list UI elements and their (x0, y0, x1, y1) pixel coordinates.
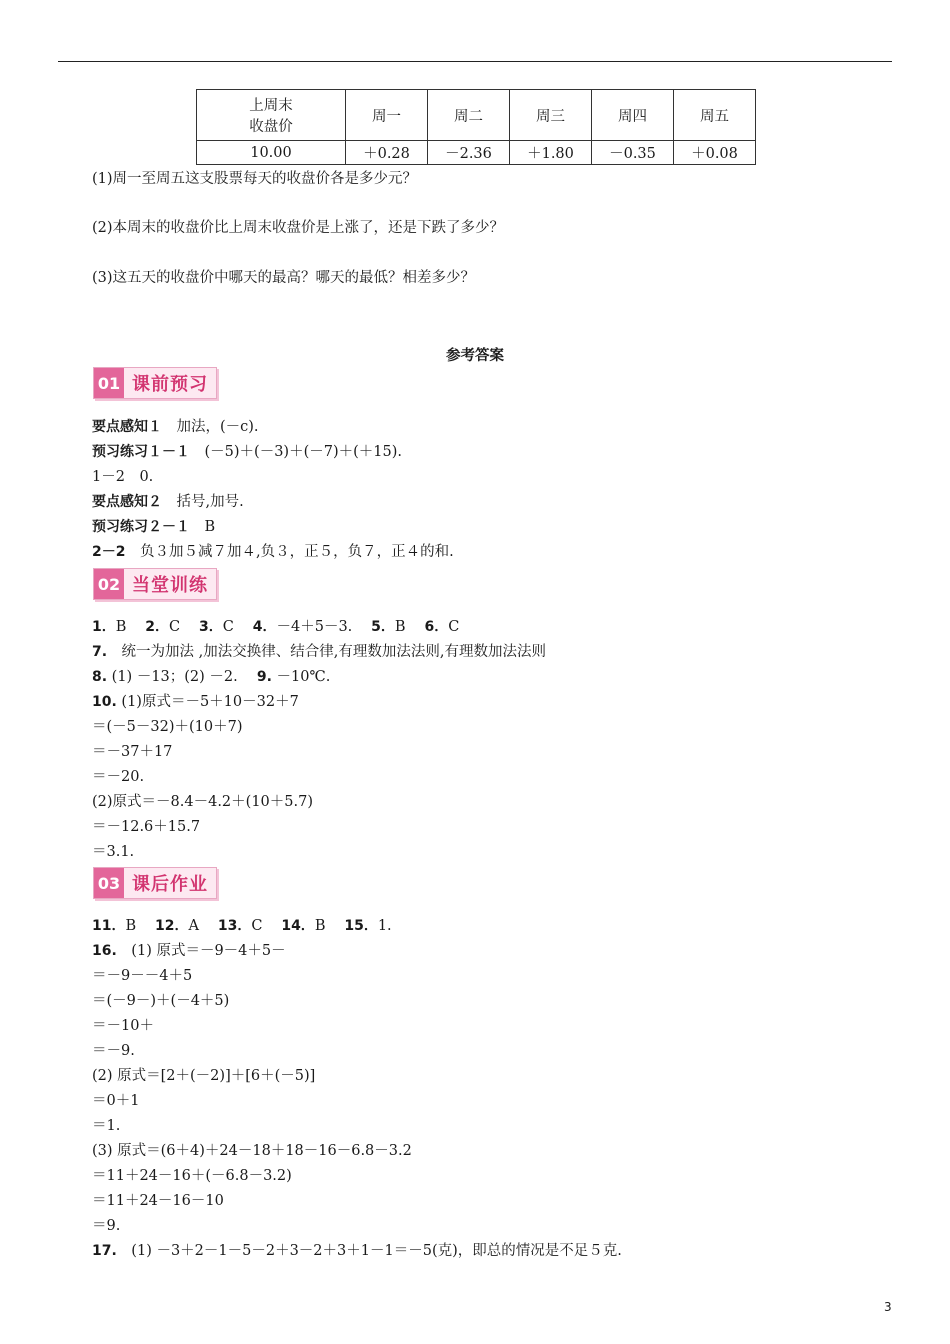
answer-text: B (115, 619, 127, 635)
answer-line (92, 1192, 224, 1210)
answer-text: ＝－9. (92, 1043, 135, 1059)
answer-number: 要点感知２ (92, 494, 162, 510)
answer-line (92, 543, 454, 561)
section-badge-class (93, 568, 217, 600)
answer-text: (1) －3＋2－1－5－2＋3－2＋3＋1－1＝－5(克)，即总的情况是不足５克. (116, 1243, 622, 1259)
answer-text: ＝0＋1 (92, 1093, 140, 1109)
answer-line (92, 618, 459, 636)
answer-line (92, 917, 392, 935)
answer-number: 7. (92, 644, 108, 660)
answer-line (92, 643, 546, 661)
answer-line (92, 743, 172, 761)
answer-text: B (125, 918, 137, 934)
answer-text: (2) 原式＝[2＋(－2)]＋[6＋(－5)] (92, 1068, 316, 1084)
answer-text: －4＋5－3. (276, 619, 353, 635)
answer-line (92, 1242, 622, 1260)
answer-text: ＝3.1. (92, 844, 135, 860)
answer-number: 要点感知１ (92, 419, 162, 435)
answer-number: 2． (126, 619, 170, 635)
answer-number: 2－2 (92, 544, 126, 560)
answer-line (92, 1067, 315, 1085)
day-header: 周三 (510, 90, 592, 141)
answer-text: ＝11＋24－16－10 (92, 1193, 224, 1209)
answer-line (92, 768, 144, 786)
answer-number: 14． (262, 918, 315, 934)
answer-text: ＝1. (92, 1118, 121, 1134)
answer-text: C (251, 918, 263, 934)
answer-number: 11． (92, 918, 126, 934)
answer-line (92, 843, 134, 861)
answer-number: 12． (136, 918, 189, 934)
question-2: (2)本周末的收盘价比上周末收盘价是上涨了，还是下跌了多少？ (92, 220, 505, 236)
prev-close-value: 10.00 (197, 141, 346, 165)
answer-text: C (169, 619, 181, 635)
answer-text: 1. (377, 918, 392, 934)
answer-line (92, 967, 192, 985)
answer-number: 17. (92, 1243, 117, 1259)
answer-line (92, 992, 229, 1010)
answer-number: 6． (405, 619, 449, 635)
answer-line (92, 1017, 154, 1035)
prev-close-header: 上周末 收盘价 (197, 90, 346, 141)
answer-text: ＝－10＋ (92, 1018, 154, 1034)
answer-line (92, 1092, 139, 1110)
section-number: 03 (94, 868, 124, 898)
answer-line (92, 1217, 120, 1235)
answer-number: 4． (233, 619, 277, 635)
change-cell: ＋0.08 (674, 141, 756, 165)
answer-text: A (188, 918, 199, 934)
answer-text: 负３加５减７加４,负３，正５，负７，正４的和. (125, 544, 454, 560)
answer-line (92, 1167, 292, 1185)
answer-line (92, 518, 215, 536)
answer-text: B (190, 519, 216, 535)
day-header: 周二 (428, 90, 510, 141)
answer-text: (－5)＋(－3)＋(－7)＋(＋15). (190, 444, 402, 460)
answer-number: 预习练习２－１ (92, 519, 190, 535)
section-label: 当堂训练 (132, 575, 208, 596)
answer-line (92, 942, 286, 960)
section-number: 01 (94, 368, 124, 398)
day-header: 周五 (674, 90, 756, 141)
answer-number: 13． (198, 918, 252, 934)
page-number: 3 (884, 1300, 892, 1314)
change-cell: ＋0.28 (346, 141, 428, 165)
change-cell: －0.35 (592, 141, 674, 165)
answer-text: ＝－9－－4＋5 (92, 968, 193, 984)
answer-number: 15． (325, 918, 378, 934)
answer-text: (2)原式＝－8.4－4.2＋(10＋5.7) (92, 794, 313, 810)
answer-number: 8. (92, 669, 108, 685)
question-1: (1)周一至周五这支股票每天的收盘价各是多少元？ (92, 171, 418, 187)
answer-number: 10. (92, 694, 117, 710)
section-label: 课后作业 (132, 874, 208, 895)
answer-text: ＝－12.6＋15.7 (92, 819, 201, 835)
answer-text: ＝－37＋17 (92, 744, 173, 760)
answer-text: B (394, 619, 406, 635)
day-header: 周一 (346, 90, 428, 141)
answer-line (92, 718, 242, 736)
section-label: 课前预习 (132, 374, 208, 395)
answer-line (92, 1042, 135, 1060)
answer-line (92, 418, 259, 436)
answer-line (92, 818, 200, 836)
change-cell: －2.36 (428, 141, 510, 165)
day-header: 周四 (592, 90, 674, 141)
answer-text: (1)原式＝－5＋10－32＋7 (116, 694, 299, 710)
answer-line (92, 1117, 120, 1135)
answer-number: 5． (352, 619, 395, 635)
section-badge-homework (93, 867, 217, 899)
answer-text: 1－2 0. (92, 469, 154, 485)
answer-text: B (314, 918, 326, 934)
section-number: 02 (94, 569, 124, 599)
answer-line (92, 493, 244, 511)
answer-text: ＝－20. (92, 769, 145, 785)
answer-text: 统一为加法 ,加法交换律、结合律,有理数加法法则,有理数加法法则 (107, 644, 546, 660)
answer-number: 3． (180, 619, 223, 635)
answer-number: 1． (92, 619, 116, 635)
answer-text: 括号,加号. (162, 494, 244, 510)
section-badge-preview (93, 367, 217, 399)
answer-text: (1) －13；(2) －2. (107, 669, 257, 685)
answer-line (92, 443, 402, 461)
answer-text: C (222, 619, 234, 635)
top-rule (58, 61, 892, 62)
answer-line (92, 793, 313, 811)
answer-line (92, 468, 153, 486)
answer-text: －10℃. (271, 669, 331, 685)
change-cell: ＋1.80 (510, 141, 592, 165)
answer-text: (3) 原式＝(6＋4)＋24－18＋18－16－6.8－3.2 (92, 1143, 412, 1159)
answer-number: 预习练习１－１ (92, 444, 190, 460)
answers-title: 参考答案 (446, 348, 504, 364)
answer-text: (1) 原式＝－9－4＋5－ (116, 943, 286, 959)
answer-text: 加法，(－c). (162, 419, 259, 435)
answer-text: ＝9. (92, 1218, 121, 1234)
answer-text: ＝(－5－32)＋(10＋7) (92, 719, 243, 735)
question-3: (3)这五天的收盘价中哪天的最高？哪天的最低？相差多少？ (92, 270, 476, 286)
answer-text: ＝(－9－)＋(－4＋5) (92, 993, 230, 1009)
answer-number: 16. (92, 943, 117, 959)
answer-text: ＝11＋24－16＋(－6.8－3.2) (92, 1168, 292, 1184)
answer-line (92, 693, 299, 711)
answer-line (92, 1142, 412, 1160)
answer-line (92, 668, 330, 686)
stock-table (196, 89, 756, 165)
answer-number: 9. (256, 669, 272, 685)
answer-text: C (448, 619, 460, 635)
